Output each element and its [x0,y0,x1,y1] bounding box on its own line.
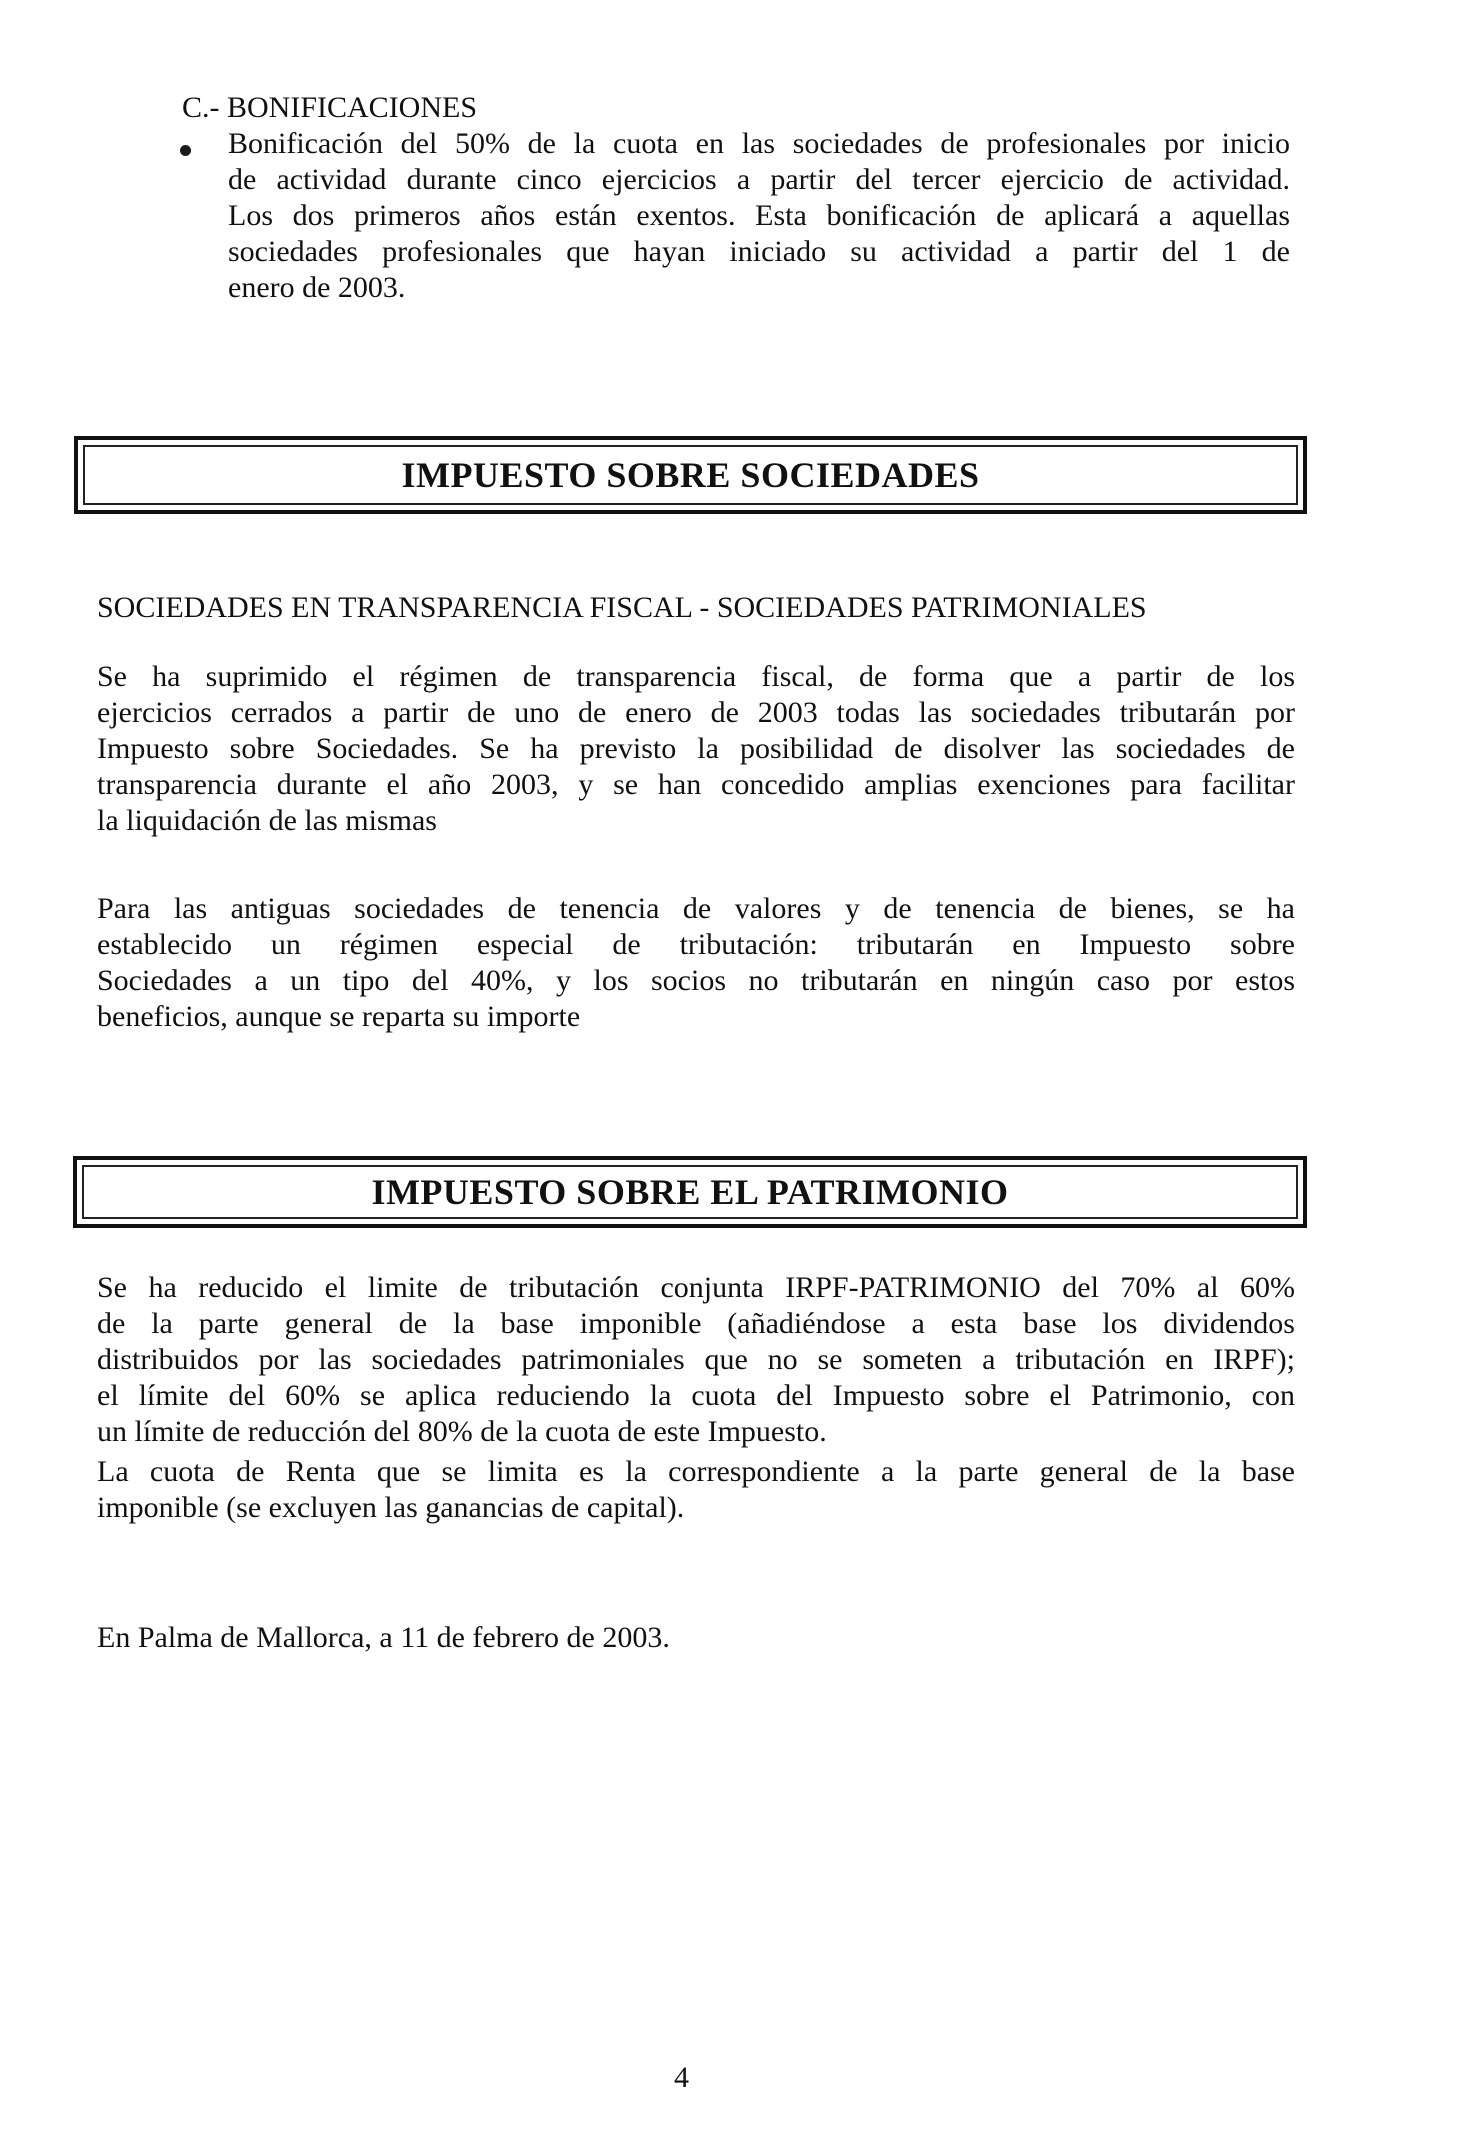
text-line: ejercicios cerrados a partir de uno de enero de 2003 todas las sociedades tributarán por [97,696,1295,729]
text-line: de actividad durante cinco ejercicios a partir del tercer ejercicio de actividad. [228,163,1290,196]
text-line: Los dos primeros años están exentos. Esta bonificación de aplicará a aquellas [228,199,1290,232]
text-line: Para las antiguas sociedades de tenencia de valores y de tenencia de bienes, se ha [97,892,1295,925]
text-line: distribuidos por las sociedades patrimoniales que no se someten a tributación en IRPF); [97,1343,1295,1376]
subsection-title-transparencia: SOCIEDADES EN TRANSPARENCIA FISCAL - SOCIEDADES PATRIMONIALES [97,591,1147,624]
section-title-patrimonio: IMPUESTO SOBRE EL PATRIMONIO [371,1172,1009,1212]
text-line: un límite de reducción del 80% de la cuota de este Impuesto. [97,1415,827,1448]
text-line: Se ha reducido el limite de tributación conjunta IRPF-PATRIMONIO del 70% al 60% [97,1271,1295,1304]
section-header-inner-frame [82,1165,1298,1219]
section-heading-bonificaciones: C.- BONIFICACIONES [182,91,478,124]
text-line: beneficios, aunque se reparta su importe [97,1000,581,1033]
text-line: enero de 2003. [228,271,406,304]
text-line: imponible (se excluyen las ganancias de capital). [97,1491,685,1524]
section-header-box-patrimonio [73,1156,1307,1228]
text-line: transparencia durante el año 2003, y se han concedido amplias exenciones para facilitar [97,768,1295,801]
text-line: Sociedades a un tipo del 40%, y los socios no tributarán en ningún caso por estos [97,964,1295,997]
section-title-sociedades: IMPUESTO SOBRE SOCIEDADES [401,455,980,495]
paragraph-transparencia [97,659,1295,839]
signature-place-date: En Palma de Mallorca, a 11 de febrero de 2003. [97,1621,670,1654]
text-line: establecido un régimen especial de tributación: tributarán en Impuesto sobre [97,928,1295,961]
bullet-dot-icon [180,145,191,156]
paragraph-limite-tributacion [97,1270,1295,1450]
section-header-inner-frame [83,445,1298,505]
bonificaciones-bullet-text [228,126,1290,306]
text-line: Se ha suprimido el régimen de transparencia fiscal, de forma que a partir de los [97,660,1295,693]
text-line: la liquidación de las mismas [97,804,437,837]
text-line: de la parte general de la base imponible (añadiéndose a esta base los dividendos [97,1307,1295,1340]
text-line: La cuota de Renta que se limita es la correspondiente a la parte general de la base [97,1455,1295,1488]
paragraph-cuota-renta [97,1454,1295,1526]
text-line: el límite del 60% se aplica reduciendo la cuota del Impuesto sobre el Patrimonio, con [97,1379,1295,1412]
section-header-box-sociedades [74,436,1307,514]
paragraph-tenencia [97,891,1295,1035]
text-line: Impuesto sobre Sociedades. Se ha previsto la posibilidad de disolver las sociedades de [97,732,1295,765]
page-number: 4 [674,2061,689,2094]
text-line: sociedades profesionales que hayan iniciado su actividad a partir del 1 de [228,235,1290,268]
text-line: Bonificación del 50% de la cuota en las sociedades de profesionales por inicio [228,127,1290,160]
